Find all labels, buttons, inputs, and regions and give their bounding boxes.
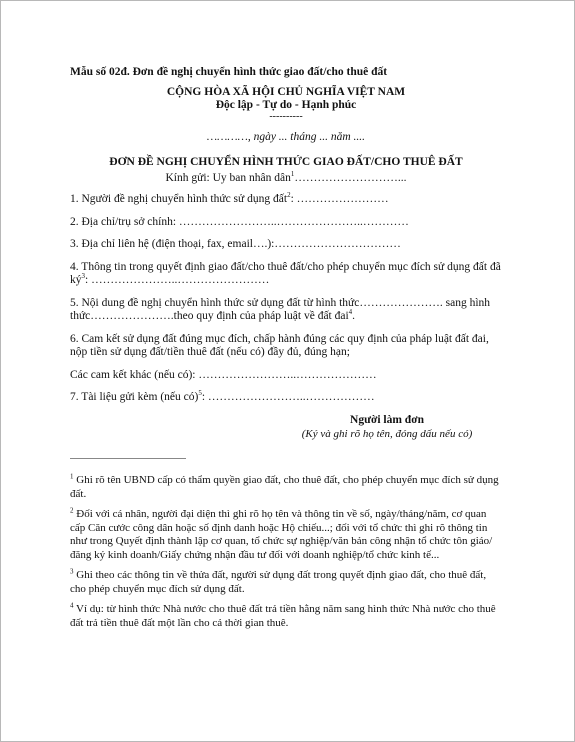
item-address: 2. Địa chỉ/trụ sở chính: ……………………..…………………..…………: [70, 215, 409, 228]
item-4-blank: : …………………..……………………: [85, 274, 270, 286]
footnotes: [70, 474, 502, 637]
document-page: [70, 66, 502, 440]
footnote-1-text: Ghi rõ tên UBND cấp có thẩm quyền giao đất, cho thuê đất, cho phép chuyển mục đích sử dụng đất.: [70, 474, 499, 500]
item-5-text: 5. Nội dung đề nghị chuyển hình thức sử dụng đất từ hình thức…………………. sang hình thức………………….theo quy định của pháp luật về đất đai: [70, 296, 491, 322]
footnote-2-num: 2: [70, 506, 74, 515]
header-separator: ----------: [269, 110, 303, 122]
item-commitment: 6. Cam kết sử dụng đất đúng mục đích, chấp hành đúng các quy định của pháp luật đất đai, nộp tiền sử dụng đất/tiền thuê đất (nếu có) đầy đủ, đúng hạn;: [70, 332, 489, 358]
footnote-divider: [70, 458, 186, 459]
footnote-2: [70, 508, 502, 562]
footnote-1-num: 1: [70, 472, 74, 481]
item-7-blank: : ……………………..………………: [201, 391, 375, 403]
document-title: ĐƠN ĐỀ NGHỊ CHUYỂN HÌNH THỨC GIAO ĐẤT/CHO THUÊ ĐẤT: [109, 156, 463, 168]
footnote-ref-3: 3: [81, 272, 85, 281]
footnote-3: [70, 569, 502, 596]
item-1-blank: : ……………………: [290, 193, 389, 205]
item-contact: 3. Địa chỉ liên hệ (điện thoại, fax, email….):……………………………: [70, 238, 401, 250]
item-applicant: [70, 193, 502, 207]
national-motto: Độc lập - Tự do - Hạnh phúc: [215, 99, 357, 111]
footnote-4: [70, 603, 502, 630]
footnote-1: [70, 474, 502, 501]
footnote-4-num: 4: [70, 601, 74, 610]
nation-name: CỘNG HÒA XÃ HỘI CHỦ NGHĨA VIỆT NAM: [166, 85, 406, 98]
item-other-commitments: Các cam kết khác (nếu có): ……………………..…………………: [70, 368, 377, 381]
footnote-3-text: Ghi theo các thông tin về thửa đất, người sử dụng đất trong quyết định giao đất, cho thuê đất, cho phép chuyển mục đích sử dụng đất.: [70, 569, 487, 595]
place-date-line: …………, ngày ... tháng ... năm ....: [206, 130, 366, 143]
footnote-ref-2: 2: [287, 191, 291, 200]
document-header: [70, 86, 502, 145]
item-5-end: .: [352, 310, 356, 322]
footnote-3-num: 3: [70, 567, 74, 576]
footnote-ref-4: 4: [348, 308, 353, 317]
signature-block: [278, 414, 496, 441]
item-7-text: 7. Tài liệu gửi kèm (nếu có): [70, 391, 199, 403]
form-title: Mẫu số 02đ. Đơn đề nghị chuyển hình thức giao đất/cho thuê đất: [70, 66, 388, 78]
footnote-ref-1: 1: [290, 169, 295, 178]
item-decision-info: [70, 261, 502, 288]
footnote-2-text: Đối với cá nhân, người đại diện thì ghi rõ họ tên và thông tin về số, ngày/tháng/năm, cơ quan cấp Căn cước công dân hoặc số định danh hoặc Hộ chiếu...; đối với tổ chức thì ghi rõ thông tin như trong Quyết định thành lập cơ quan, tổ chức sự nghiệp/văn bản công nhận tổ chức tôn giáo/đăng ký kinh doanh/Giấy chứng nhận đầu tư đối với doanh nghiệp/tổ chức kinh tế...: [70, 508, 493, 561]
item-1-text: 1. Người đề nghị chuyển hình thức sử dụng đất: [70, 193, 288, 205]
recipient-label: Kính gửi: Uy ban nhân dân: [165, 171, 291, 184]
item-attachments: [70, 391, 502, 405]
recipient-line: [70, 169, 502, 186]
item-4-text: 4. Thông tin trong quyết định giao đất/cho thuê đất/cho phép chuyển mục đích sử dụng đất đã ký: [70, 260, 501, 286]
recipient-blank: ………………………...: [294, 171, 407, 184]
item-request-content: [70, 297, 502, 324]
signature-title: Người làm đơn: [350, 414, 424, 426]
footnote-ref-5: 5: [198, 389, 202, 398]
footnote-4-text: Ví dụ: từ hình thức Nhà nước cho thuê đất trả tiền hằng năm sang hình thức Nhà nước cho thuê đất trả tiền thuê đất một lần cho cả thời gian thuê.: [70, 603, 496, 629]
signature-note: (Ký và ghi rõ họ tên, đóng dấu nếu có): [301, 427, 473, 440]
